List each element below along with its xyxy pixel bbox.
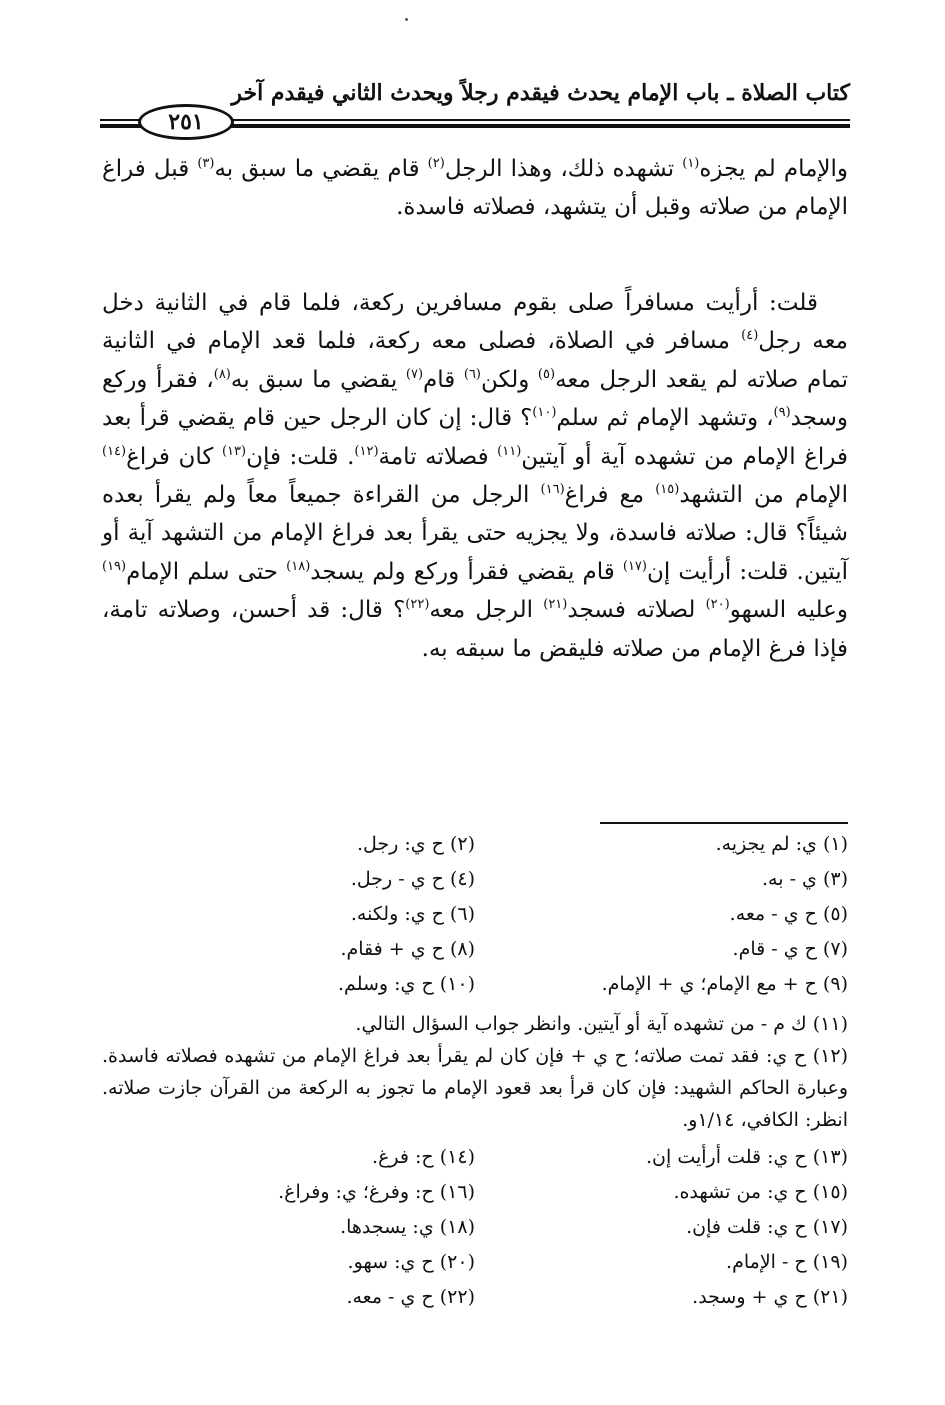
footnote-row — [102, 833, 848, 868]
footnote: (١٢) ح ي: فقد تمت صلاته؛ ح ي + فإن كان لم يقرأ بعد فراغ الإمام من تشهده فصلاته فاسدة. وعبارة الحاكم الشهيد: فإن كان قرأ بعد قعود الإمام ما تجوز به الركعة من القرآن جازت صلاته. انظر: الكافي، ١/١٤و. — [102, 1045, 848, 1131]
text-segment: قام — [423, 366, 464, 393]
footnote-marker: (١٨) — [286, 558, 311, 574]
footnote: (١٥) ح ي: من تشهده. — [673, 1181, 848, 1203]
footnotes-block-b — [102, 1146, 848, 1321]
footnote-row — [102, 1286, 848, 1321]
text-segment: ، وتشهد الإمام ثم سلم — [556, 405, 774, 432]
header-title: كتاب الصلاة ـ باب الإمام يحدث فيقدم رجلاً ويحدث الثاني فيقدم آخر — [231, 80, 850, 106]
footnote: (٢) ح ي: رجل. — [356, 833, 475, 855]
footnote: (٢١) ح ي + وسجد. — [692, 1286, 848, 1308]
text-segment: مسافر في الصلاة، فصلى معه ركعة، فلما قعد الإمام في الثانية تمام صلاته لم يقعد الرجل معه — [102, 328, 848, 393]
footnote-row — [102, 938, 848, 973]
footnote: (١١) ك م - من تشهده آية أو آيتين. وانظر جواب السؤال التالي. — [355, 1013, 848, 1035]
text-segment: قام يقضي ما سبق به — [214, 156, 428, 182]
text-segment: الرجل معه — [429, 597, 544, 624]
footnote-marker: (٧) — [405, 366, 424, 382]
text-segment: تشهده ذلك، وهذا الرجل — [444, 156, 683, 182]
text-segment: ولكن — [481, 366, 538, 393]
text-segment: . قلت: فإن — [246, 443, 355, 470]
footnote-marker: (٨) — [213, 366, 231, 382]
text-segment: لصلاته فسجد — [567, 597, 706, 624]
footnote: (١٧) ح ي: قلت فإن. — [686, 1216, 848, 1238]
text-segment: يقضي ما سبق به — [230, 366, 406, 393]
text-segment: وعليه السهو — [729, 597, 848, 624]
footnote-row — [102, 903, 848, 938]
footnote: (١٣) ح ي: قلت أرأيت إن. — [646, 1146, 848, 1168]
footnote: (٦) ح ي: ولكنه. — [350, 903, 475, 925]
footnote-row — [102, 1216, 848, 1251]
footnote: (١٦) ح: وفرغ؛ ي: وفراغ. — [278, 1181, 475, 1203]
footnote-marker: (١٩) — [102, 558, 127, 574]
footnotes-block-full — [102, 1008, 848, 1136]
footnote-marker: (١٢) — [354, 443, 379, 459]
footnote: (٨) ح ي + فقام. — [340, 938, 475, 960]
footnote-marker: (١٣) — [221, 443, 247, 459]
footnote: (٤) ح ي - رجل. — [350, 868, 475, 890]
footnote: (٢٠) ح ي: سهو. — [347, 1251, 475, 1273]
footnote: (١٨) ي: يسجدها. — [340, 1216, 475, 1238]
footnote-row — [102, 868, 848, 903]
footnote-marker: (٣) — [197, 156, 215, 171]
footnote-marker: (٦) — [463, 366, 481, 382]
footnote-separator — [600, 822, 848, 824]
footnote-marker: (٢٢) — [405, 597, 430, 613]
text-segment: مع فراغ — [564, 482, 656, 509]
footnote-marker: (١٥) — [655, 482, 680, 498]
footnote-row — [102, 1146, 848, 1181]
page-speck — [405, 18, 408, 21]
footnote-marker: (٥) — [537, 366, 556, 382]
footnote: (٧) ح ي - قام. — [732, 938, 848, 960]
footnote-marker: (١) — [682, 156, 700, 171]
footnote-row — [102, 1181, 848, 1216]
footnote-marker: (٢١) — [543, 597, 568, 613]
text-segment: حتى سلم الإمام — [126, 558, 287, 585]
footnote-marker: (١٦) — [540, 482, 565, 498]
footnote: (١٩) ح - الإمام. — [726, 1251, 848, 1273]
footnote-marker: (٤) — [741, 328, 759, 344]
footnote: (٥) ح ي - معه. — [729, 903, 848, 925]
footnote: (٣) ي - به. — [762, 868, 848, 890]
footnote: (٢٢) ح ي - معه. — [346, 1286, 475, 1308]
footnote-row — [102, 973, 848, 1008]
footnote-marker: (١٠) — [532, 405, 557, 421]
footnote-marker: (٩) — [773, 405, 791, 421]
footnote-marker: (٢٠) — [705, 597, 730, 613]
text-segment: والإمام لم يجزه — [699, 156, 849, 182]
page-number-badge — [138, 104, 234, 140]
text-segment: ؟ قال: إن كان الرجل حين قام يقضي قرأ بعد فراغ الإمام من تشهده آية أو آيتين — [102, 405, 848, 470]
text-segment: ؟ قال: قد أحسن، وصلاته تامة، فإذا فرغ الإمام من صلاته فليقض ما سبقه به. — [102, 597, 848, 662]
text-segment: قام يقضي فقرأ وركع ولم يسجد — [310, 558, 623, 585]
text-segment: فصلاته تامة — [378, 443, 498, 470]
footnote-marker: (١١) — [497, 443, 522, 459]
footnote: (١) ي: لم يجزيه. — [715, 833, 848, 855]
text-segment: كان فراغ — [126, 443, 222, 470]
page-number: ٢٥١ — [168, 109, 204, 135]
footnote: (١٤) ح: فرغ. — [372, 1146, 475, 1168]
footnotes-block-a — [102, 833, 848, 1008]
footnote-row — [102, 1251, 848, 1286]
running-header — [100, 74, 850, 134]
footnote-marker: (٢) — [427, 156, 445, 171]
text-segment: الإمام من التشهد — [679, 482, 848, 509]
footnote-marker: (١٤) — [102, 443, 127, 459]
text-segment: ، فقرأ وركع وسجد — [102, 366, 848, 432]
footnote-marker: (١٧) — [622, 558, 647, 574]
text-segment: الرجل من القراءة جميعاً معاً ولم يقرأ بعده شيئاً؟ قال: صلاته فاسدة، ولا يجزيه حتى يقرأ بعد فراغ الإمام من التشهد آية أو آيتين. قلت: أرأيت إن — [102, 482, 849, 585]
text-segment: قبل فراغ الإمام من صلاته وقبل أن يتشهد، فصلاته فاسدة. — [102, 156, 848, 221]
text-segment: قلت: أرأيت مسافراً صلى بقوم مسافرين ركعة، فلما قام في الثانية دخل معه رجل — [102, 290, 848, 355]
paragraph-1 — [102, 150, 848, 227]
footnote: (١٠) ح ي: وسلم. — [338, 973, 475, 995]
paragraph-2 — [102, 284, 848, 668]
footnote: (٩) ح + مع الإمام؛ ي + الإمام. — [601, 973, 848, 995]
